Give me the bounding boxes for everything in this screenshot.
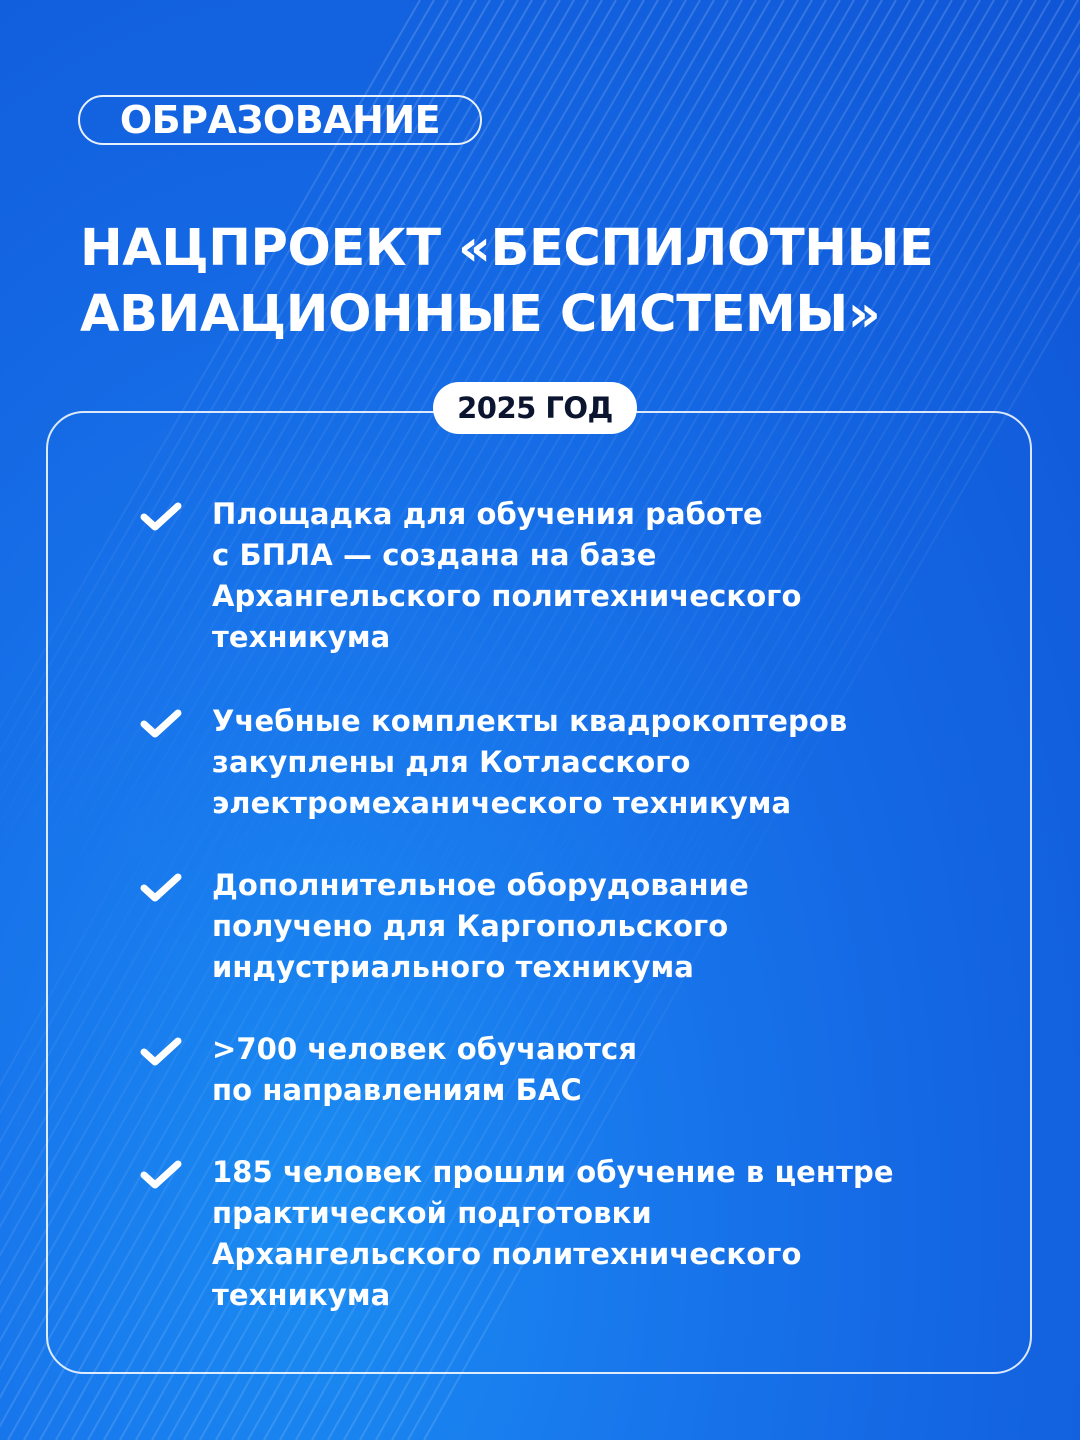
list-item	[140, 701, 1020, 865]
check-icon	[140, 1152, 212, 1194]
page-title-line-1: НАЦПРОЕКТ «БЕСПИЛОТНЫЕ	[80, 219, 934, 278]
list-item-text: Дополнительное оборудование получено для Каргопольского индустриального техникума	[212, 868, 749, 984]
list-item	[140, 1029, 1020, 1152]
year-badge: 2025 ГОД	[433, 382, 637, 434]
category-pill: ОБРАЗОВАНИЕ	[78, 95, 482, 145]
check-icon	[140, 865, 212, 907]
list-item	[140, 1152, 1020, 1318]
check-icon	[140, 701, 212, 743]
list-item-text: 185 человек прошли обучение в центре практической подготовки Архангельского политехнического техникума	[212, 1155, 894, 1312]
page-title-line-2: АВИАЦИОННЫЕ СИСТЕМЫ»	[80, 285, 881, 344]
list-item-text: >700 человек обучаются по направлениям БАС	[212, 1032, 638, 1107]
achievements-list	[140, 494, 1020, 1318]
check-icon	[140, 1029, 212, 1071]
list-item	[140, 865, 1020, 1029]
list-item-text: Учебные комплекты квадрокоптеров закуплены для Котласского электромеханического техникума	[212, 704, 848, 820]
page-title	[80, 216, 1040, 348]
check-icon	[140, 494, 212, 536]
list-item	[140, 494, 1020, 701]
list-item-text: Площадка для обучения работе с БПЛА — создана на базе Архангельского политехнического техникума	[212, 497, 802, 654]
